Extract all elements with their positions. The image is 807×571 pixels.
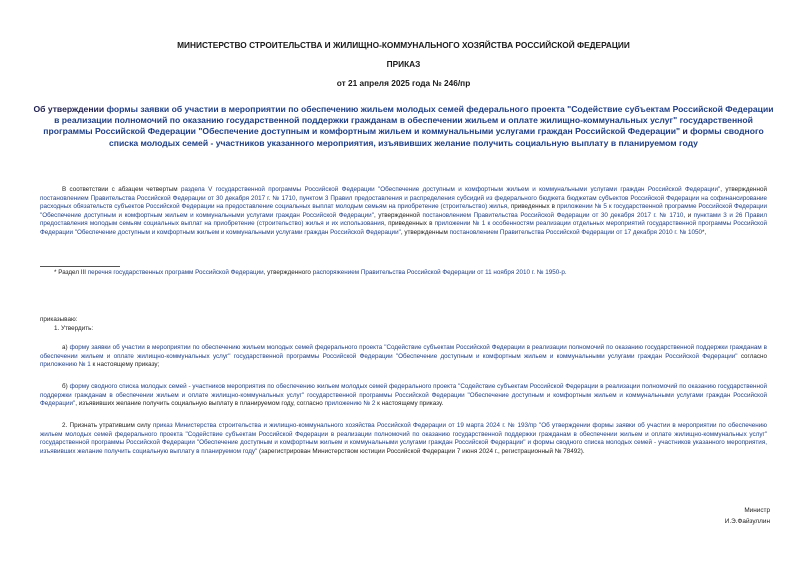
document-title xyxy=(30,104,777,149)
preamble-text: , приведенных в xyxy=(384,220,435,228)
item-a xyxy=(40,344,767,370)
item-b-link-program[interactable]: государственной программы Российской Федерации "Обеспечение доступным и комфортным жильем и коммунальными услугами граждан Российской Федерации" xyxy=(40,391,768,408)
item-b-link-appendix[interactable]: приложению № 2 xyxy=(324,400,376,408)
item-b-text: б) xyxy=(62,383,70,390)
preamble-link[interactable]: пунктами 3 и 26 Правил предоставления молодым семьям социальных выплат на приобретение (строительство) жилья и их использования xyxy=(40,211,767,228)
item-2-text: (зарегистрирован Министерством юстиции Российской Федерации 7 июня 2024 г., регистрационный № 78492). xyxy=(257,447,585,455)
item-a-link-program[interactable]: государственной программы Российской Федерации "Обеспечение доступным и комфортным жильем и коммунальными услугами граждан Российской Федерации" xyxy=(233,352,738,360)
item-2-link-order[interactable]: приказ Министерства строительства и жилищно-коммунального хозяйства Российской Федерации от 19 марта 2024 г. № 193/пр "Об утверждении формы заявки об участии в мероприятии по обеспечению жильем молодых семей федерального проекта "Содействие субъектам Российской Федерации в реализации полномочий по оказанию государственной поддержки гражданам в обеспечении жильем и оплате жилищно-коммунальных услуг" государственной программы Российской Федерации "Обеспечение доступным и комфортным жильем и коммунальными услугами граждан Российской Федерации" и формы сводного списка молодых семей - участников указанного мероприятия, изъявивших желание получить социальную выплату в планируемом году" xyxy=(40,422,767,455)
preamble-text: В соответствии с абзацем четвертым xyxy=(62,186,181,193)
preamble-text: , приведенных в xyxy=(507,203,557,211)
footnote-link[interactable]: перечня государственных программ Российской Федерации xyxy=(87,269,264,276)
item-a-text: к настоящему приказу; xyxy=(90,361,160,369)
preamble-text: , утвержденной xyxy=(720,186,768,193)
item-a-link-form[interactable]: форму заявки об участии в мероприятии по обеспечению жильем молодых семей федерального проекта "Содействие субъектам Российской Федерации в реализации полномочий по оказанию государственной поддержки гражданам в обеспечении жильем и оплате жилищно-коммунальных услуг" xyxy=(40,344,767,360)
preamble-text: , утвержденным xyxy=(400,228,450,236)
preamble-link[interactable]: постановлением Правительства Российской Федерации от 30 декабря 2017 г. № 1710 xyxy=(40,194,296,202)
order-word: приказываю: xyxy=(40,316,78,323)
ministry-name: МИНИСТЕРСТВО СТРОИТЕЛЬСТВА И ЖИЛИЩНО-КОММУНАЛЬНОГО ХОЗЯЙСТВА РОССИЙСКОЙ ФЕДЕРАЦИИ xyxy=(177,40,630,50)
footnote-link[interactable]: распоряжением Правительства Российской Федерации от 11 ноября 2010 г. № 1950-р xyxy=(312,269,565,276)
preamble-text: , xyxy=(295,194,300,202)
item-b-text: , изъявивших желание получить социальную выплату в планируемом году, согласно xyxy=(75,400,325,408)
item-2 xyxy=(40,422,767,456)
item-b-link-form[interactable]: форму сводного списка молодых семей - участников мероприятия по обеспечению жильем молодых семей федерального проекта "Содействие субъектам Российской Федерации в реализации полномочий по оказанию государственной поддержки гражданам в обеспечении жильем и оплате жилищно-коммунальных услуг" xyxy=(40,383,767,399)
footnote-separator xyxy=(40,266,120,267)
preamble-link[interactable]: раздела V государственной программы Российской Федерации "Обеспечение доступным и комфортным жильем и коммунальными услугами граждан Российской Федерации" xyxy=(180,186,721,193)
doc-date-number: от 21 апреля 2025 года № 246/пр xyxy=(336,78,471,88)
preamble-link[interactable]: постановлением Правительства Российской Федерации от 17 декабря 2010 г. № 1050 xyxy=(449,228,702,236)
title-text: и xyxy=(680,126,691,137)
preamble-link[interactable]: постановлением Правительства Российской Федерации от 30 декабря 2017 г. № 1710 xyxy=(422,211,684,219)
item-a-link-appendix[interactable]: приложению № 1 xyxy=(40,361,91,369)
preamble-text: *, xyxy=(701,228,707,236)
doc-type: ПРИКАЗ xyxy=(386,59,421,69)
item-a-text: а) xyxy=(62,344,70,351)
signer-name: И.Э.Файзуллин xyxy=(724,518,770,525)
preamble-text: , и xyxy=(683,211,694,219)
preamble-text: , утвержденной xyxy=(373,211,423,219)
item-b xyxy=(40,383,767,409)
footnote xyxy=(54,269,767,278)
footnote-text: * Раздел III xyxy=(54,269,88,276)
footnote-text: . xyxy=(564,269,567,276)
footnote-text: , утвержденного xyxy=(263,269,313,276)
item-1-intro: 1. Утвердить: xyxy=(54,325,94,332)
item-b-text: к настоящему приказу. xyxy=(375,400,444,408)
preamble-link[interactable]: приложении № 5 к государственной программе Российской Федерации "Обеспечение доступным и комфортным жильем и коммунальными услугами граждан Российской Федерации" xyxy=(40,203,768,219)
title-text: Об утверждении xyxy=(33,104,107,114)
title-link-summary-list[interactable]: формы сводного списка молодых семей - участников указанного мероприятия, изъявивших желание получить социальную выплату в планируемом году xyxy=(109,126,764,148)
preamble-link[interactable]: приложении № 1 к особенностям реализации отдельных мероприятий государственной программы Российской Федерации "Обеспечение доступным и комфортным жильем и коммунальными услугами граждан Российской Федерации" xyxy=(40,220,768,236)
preamble-link[interactable]: пунктом 3 Правил предоставления и распределения субсидий из федерального бюджета бюджетам субъектов Российской Федерации на софинансирование расходных обязательств субъектов Российской Федерации на предоставление социальных выплат молодым семьям на приобретение (строительство) жилья xyxy=(40,194,768,211)
item-a-text: согласно xyxy=(737,352,768,360)
title-link-application-form[interactable]: формы заявки об участии в мероприятии по обеспечению жильем молодых семей федерального проекта "Содействие субъектам Российской Федерации в реализации полномочий по оказанию государственной поддержки гражданам в обеспечении жильем и оплате жилищно-коммунальных услуг" государственной программы Российской Федерации "Обеспечение доступным и комфортным жильем и коммунальными услугами граждан Российской Федерации" xyxy=(43,104,774,137)
item-2-text: 2. Признать утратившим силу xyxy=(62,422,153,429)
preamble xyxy=(40,186,767,238)
signer-position: Министр xyxy=(744,507,770,514)
